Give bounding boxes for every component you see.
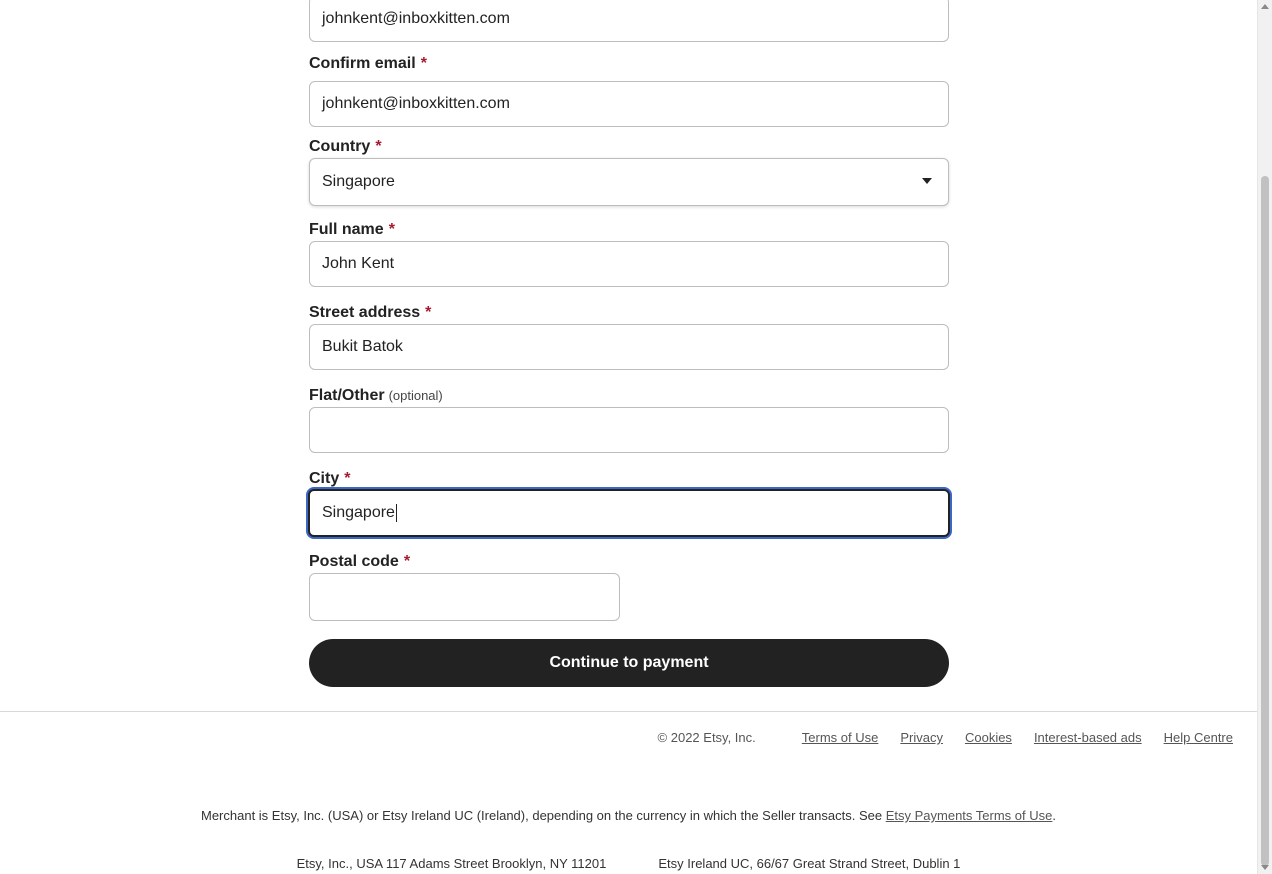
country-label: Country * (309, 138, 382, 155)
email-field[interactable] (309, 0, 949, 42)
scroll-down-arrow-icon[interactable] (1261, 865, 1269, 870)
copyright: © 2022 Etsy, Inc. (657, 730, 756, 745)
required-asterisk: * (425, 304, 432, 321)
privacy-link[interactable]: Privacy (900, 730, 943, 745)
confirm-email-field[interactable] (309, 81, 949, 127)
merchant-notice: Merchant is Etsy, Inc. (USA) or Etsy Ireland UC (Ireland), depending on the currency in which the Seller transacts. See Etsy Payments Terms of Use. (200, 808, 1056, 823)
required-asterisk: * (388, 221, 395, 238)
postal-code-label: Postal code * (309, 553, 411, 570)
required-asterisk: * (420, 55, 427, 72)
scroll-up-arrow-icon[interactable] (1261, 4, 1269, 9)
text-cursor (396, 504, 397, 522)
help-centre-link[interactable]: Help Centre (1163, 730, 1233, 745)
address-ireland: Etsy Ireland UC, 66/67 Great Strand Street, Dublin 1 (658, 856, 961, 871)
full-name-label: Full name * (309, 221, 395, 238)
street-address-label: Street address * (309, 304, 432, 321)
city-label: City * (309, 470, 351, 487)
terms-of-use-link[interactable]: Terms of Use (801, 730, 879, 745)
full-name-value: John Kent (322, 255, 395, 272)
required-asterisk: * (403, 553, 411, 570)
address-us: Etsy, Inc., USA 117 Adams Street Brooklyn, NY 11201 (296, 856, 607, 871)
company-addresses (0, 856, 1257, 871)
email-value: johnkent@inboxkitten.com (322, 10, 510, 27)
optional-note: (optional) (388, 388, 443, 403)
flat-other-label: Flat/Other (optional) (309, 387, 443, 404)
flat-other-field[interactable] (309, 407, 949, 453)
street-address-value: Bukit Batok (322, 338, 403, 355)
confirm-email-label: Confirm email * (309, 55, 427, 72)
city-field[interactable] (308, 489, 950, 537)
confirm-email-value: johnkent@inboxkitten.com (322, 95, 510, 112)
footer-links (658, 730, 1233, 745)
footer-divider (0, 711, 1257, 712)
etsy-payments-terms-link[interactable]: Etsy Payments Terms of Use (885, 808, 1053, 823)
interest-based-ads-link[interactable]: Interest-based ads (1033, 730, 1142, 745)
country-select[interactable] (309, 158, 949, 206)
full-name-field[interactable] (309, 241, 949, 287)
cookies-link[interactable]: Cookies (964, 730, 1012, 745)
continue-to-payment-button[interactable]: Continue to payment (309, 639, 949, 687)
required-asterisk: * (375, 138, 382, 155)
country-value: Singapore (322, 173, 395, 190)
caret-down-icon (922, 178, 932, 184)
required-asterisk: * (344, 470, 351, 487)
scrollbar-thumb[interactable] (1261, 176, 1269, 866)
city-value: Singapore (322, 504, 395, 521)
street-address-field[interactable] (309, 324, 949, 370)
postal-code-field[interactable] (309, 573, 620, 621)
vertical-scrollbar[interactable] (1257, 0, 1272, 874)
